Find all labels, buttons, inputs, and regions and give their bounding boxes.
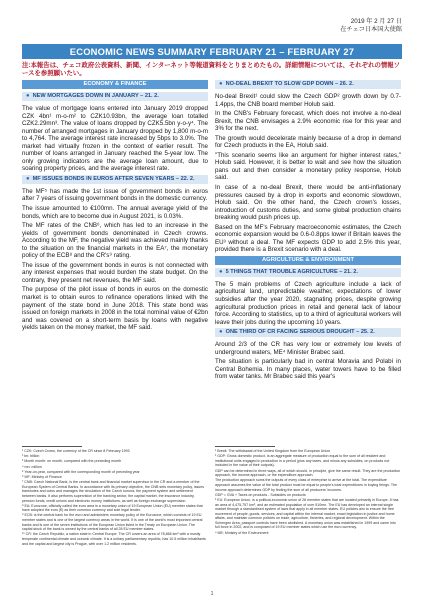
headline-drought-text: ONE THIRD OF CR FACING SERIOUS DROUGHT – 25. 2. — [225, 329, 375, 336]
article-bonds-p5: The purpose of the pilot issue of bonds in euros on the domestic market is to obtain euros to refinance operations linked with the payment of the state bond in June 2018. This state bond was issued on foreign markets in 2008 in the total nominal value of €2bn and was covered on a short-term basis by loans with negative yields taken on the money market, the MF said. — [22, 286, 208, 332]
footnote-item: ⁵ Year-on-year, compared with the corresponding month of preceding year — [22, 469, 140, 474]
article-brexit-p2: In the CNB's February forecast, which does not involve a no-deal Brexit, the CNB envisages a 2.9% economic rise for this year and 3% for the next. — [215, 110, 401, 133]
headline-mortgages-text: NEW MORTGAGES DOWN IN JANUARY – 21. 2. — [32, 93, 159, 99]
footnote-item: ² bn: billion — [22, 454, 40, 459]
category-agriculture-environment: AGRICULTURE & ENVIRONMENT — [215, 256, 401, 265]
footnote-item: ⁷ CNB: Czech National Bank, is the central bank and financial market supervisor in the CR and a member of the European System of Central Banks. In accordance with its primary objective, the CNB sets monetary policy, issues banknotes and coins and manages the circulation of the Czech koruna, the payment system and settlement between banks. It also performs supervision of the banking sector, the capital market, the insurance industry, pension funds, credit unions and electronic money institutions, as well as foreign exchange supervision. — [22, 480, 205, 503]
intro-note: 注:本報告は、チェコ政府公表資料、新聞、インターネット等報道資料をとりまとめたもの。詳細情報については、それぞれの情報ソースを参照願いたい。 — [22, 62, 401, 77]
bullet-icon: ● — [219, 81, 223, 87]
bullet-icon: ● — [26, 175, 30, 182]
footnote-item: ¹⁰ CR: the Czech Republic, a nation state in Central Europe. The CR covers an area of 78,866 km² with a mostly temperate continental climate and oceanic climate. It is a unitary parliamentary republic, has 10.5 million inhabitants and the capital and largest city is Prague, with over 1.2 million residents. — [22, 532, 206, 546]
page-number: 1 — [210, 591, 214, 597]
category-economy-finance: ECONOMY & FINANCE — [22, 80, 208, 89]
article-bonds-p2: The issue amounted to €100mn. The annual average yield of the bonds, which are to become due in August 2021, is 0.03%. — [22, 205, 208, 220]
footnote-item: ⁴ mn: million — [22, 464, 42, 469]
article-bonds-p4: The issue of the government bonds in euros is not connected with any interest expenses that would burden the state budget. On the contrary, they present net revenues, the MF said. — [22, 261, 208, 284]
article-brexit-p4: "This scenario seems like an argument for higher interest rates," Holub said. However, it is better to wait and see how the situation pans out and then consider a monetary policy response, Holub said. — [215, 151, 401, 182]
headline-drought — [215, 328, 401, 337]
footnote-item: ¹ Brexit: The withdrawal of the United Kingdom from the European Union — [215, 449, 331, 453]
footnote-divider — [22, 446, 82, 447]
footnote-item: ⁴ ME: Ministry of the Environment — [215, 530, 269, 535]
headline-brexit-text: NO-DEAL BREXIT TO SLOW GDP DOWN – 26. 2. — [225, 81, 354, 87]
article-mortgages: The value of mortgage loans entered into January 2019 dropped CZK 4bn¹ m-o-m² to CZK10.93bn, the average loan totalled CZK2.29mn³. The value of loans dropped by CZK5.5bn y-o-y⁴. The number of arranged mortgages in January dropped by 1,800 m-o-m to 4,764. The average interest rate increased by 5bps to 3.0%. The market had virtually frozen in the context of earlier result. The number of loans arranged in January reached the 5-year low. The only growing indicators are the average loan amount, due to soaring property prices, and the average interest rate. — [22, 105, 208, 173]
headline-agriculture-text: 5 THINGS THAT TROUBLE AGRICULTURE – 21. 2. — [225, 268, 358, 275]
footnote-item: GDP = GVA + Taxes on products - Subsidies on products — [215, 492, 306, 497]
footnote-item: The production approach sums the outputs of every class of enterprise to arrive at the total. The expenditure approach assumes the value of the total product must be equal to people's total expenditures in buying things. The income approach determines GDP by finding the sum of all producers' incomes. — [215, 478, 398, 492]
page-title: ECONOMIC NEWS SUMMARY FEBRUARY 21 – FEBRUARY 27 — [22, 44, 402, 59]
article-drought-p2: The situation is particularly bad in central Moravia and Polabí in Central Bohemia. In many places, water towers have to be filled from water tanks. Mr Brabec said this year's — [215, 358, 401, 381]
headline-mortgages — [22, 92, 208, 101]
article-agriculture: The 5 main problems of Czech agriculture include a lack of agricultural land, unpredictable weather, expectations of lower subsidies after the year 2020, stagnating prices, despite growing agricultural production prices in retail and general lack of labour force. According to statistics, up to a third of agricultural workers will leave their jobs during the upcoming 10 years. — [215, 280, 401, 326]
bullet-icon: ● — [219, 268, 223, 275]
left-column — [22, 80, 208, 334]
article-brexit-p5: In case of a no-deal Brexit, there would be anti-inflationary pressures caused by a drop in exports and economic slowdown, Holub said. On the other hand, the Czech crown's losses, introduction of customs duties, and some global production chains breaking would push prices up. — [215, 184, 401, 222]
bullet-icon: ● — [219, 329, 223, 336]
article-bonds-p3: The MF rates of the CNB⁶, which has led to an increase in the yields of government bonds denominated in Czech crowns. According to the MF, the negative yield was achieved mainly thanks to the situation on the financial markets in the EA⁷, the monetary policy of the ECB⁸ and the CR's⁹ rating. — [22, 222, 208, 260]
footnote-item: ⁸ EA: Eurozone, officially called the euro area is a monetary union of 19 European Union (EU) member states that have adopted the euro (€) as their common currency and sole legal tender. — [22, 503, 203, 513]
report-date: 2019 年 2 月 27 日 — [350, 18, 402, 25]
embassy-name: 在チェコ日本国大使館 — [340, 26, 402, 33]
article-brexit-p3: The growth would decelerate mainly because of a drop in demand for Czech products in the EA, Holub said. — [215, 134, 401, 150]
footnote-item: ³ Month month: on month, compared with the preceding month — [22, 459, 122, 464]
header-date-block — [340, 18, 402, 34]
footnotes-right — [215, 446, 401, 536]
footnote-item: ⁹ ECB: is the central bank for the euro and administers monetary policy of the Eurozone, which consists of 19 EU member states and is one of the largest currency areas in the world. It is one of the world's most important central banks and is one of the seven institutions of the European Union listed in the Treaty on European Union. The capital stock of the bank is owned by the central banks of all 28 EU member states. — [22, 513, 203, 532]
headline-agriculture — [215, 268, 401, 277]
article-brexit-p1: No-deal Brexit¹ could slow the Czech GDP² growth down by 0.7-1.4pps, the CNB board member Holub said. — [215, 93, 401, 108]
footnote-item: ¹ CZK: Czech Crown, the currency of the CR since 8 February 1993 — [22, 449, 130, 453]
headline-bonds — [22, 175, 208, 184]
bullet-icon: ● — [26, 93, 30, 99]
article-brexit-p6: Based on the MF's February macroeconomic estimates, the Czech economic expansion would be 0.6-0.8pps lower if Britain leaves the EU³ without a deal. The MF expects GDP to add 2.5% this year, provided there is a Brexit scenario with a deal. — [215, 223, 401, 254]
article-bonds-p1: The MF⁵ has made the 1st issue of government bonds in euros after 7 years of issuing government bonds in the domestic currency. — [22, 187, 208, 203]
right-column — [215, 80, 401, 383]
footnote-item: ² GDP: Gross domestic product, is an aggregate measure of production equal to the sum of all resident and institutional units engaged in production in a period (plus any taxes, and minus any subsidies, on products not included in the value of their outputs). — [215, 454, 390, 468]
article-drought-p1: Around 2/3 of the CR has very low or extremely low levels of underground waters, ME⁴ Minister Brabec said. — [215, 341, 401, 356]
footnote-divider — [215, 446, 275, 447]
footnotes-left — [22, 446, 206, 547]
footnote-item: GDP can be determined in three ways, all of which should, in principle, give the same result. They are the production approach, the income approach, or the expenditure approach. — [215, 468, 401, 478]
footnote-item: ³ EU: European Union, is a political-economic union of 28 member states that are located primarily in Europe. It has an area of 4,475,757 km², and an estimated population of over 510mn. The EU has developed an internal single market through a standardised system of laws that apply in all member states. EU policies aim to ensure the free movement of people, goods, services, and capital within the internal market, enact legislation in justice and home affairs, and maintain common policies on trade, agriculture, fisheries, and regional development. Within the Schengen Area, passport controls have been abolished. A monetary union was established in 1999 and came into full force in 2002, and is composed of 19 EU member states which use the euro currency. — [215, 497, 399, 530]
headline-brexit — [215, 80, 401, 89]
headline-bonds-text: MF ISSUES BONDS IN EUROS AFTER SEVEN YEARS – 22. 2. — [32, 175, 195, 182]
footnote-item: ⁶ MF: Ministry of Finance — [22, 474, 62, 479]
